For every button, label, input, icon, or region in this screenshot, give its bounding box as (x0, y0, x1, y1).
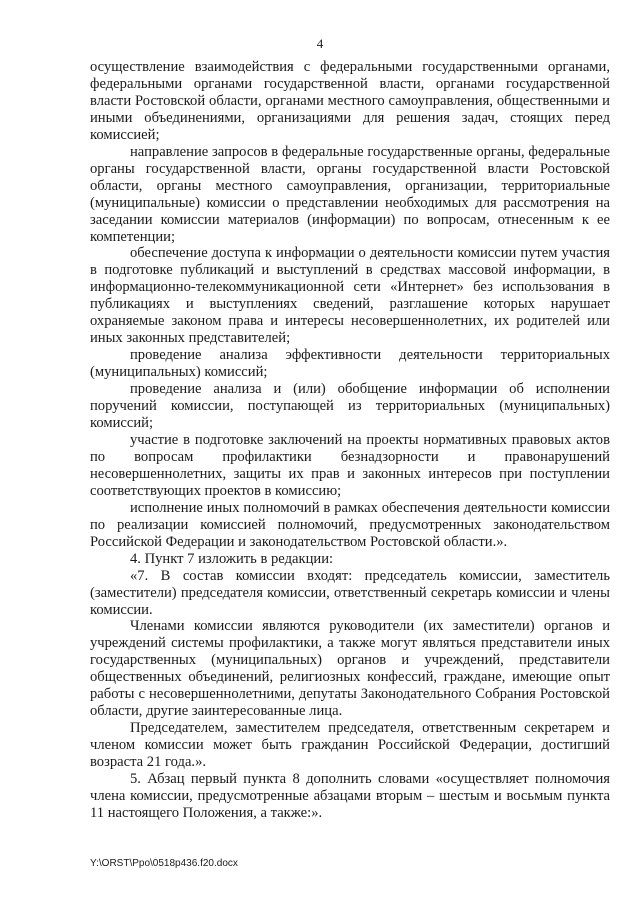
paragraph: 5. Абзац первый пункта 8 дополнить словами «осуществляет полномочия члена комиссии, предусмотренные абзацами вторым – шестым и восьмым пункта 11 настоящего Положения, а также:». (90, 771, 610, 821)
paragraph: 4. Пункт 7 изложить в редакции: (130, 550, 334, 567)
paragraph: обеспечение доступа к информации о деятельности комиссии путем участия в подготовке публикаций и выступлений в средствах массовой информации, в информационно-телекоммуникационной сети «Интернет» без использования в публикациях и выступлениях сведений, разглашение которых нарушает охраняемые законом права и интересы несовершеннолетних, их родителей или иных законных представителей; (90, 245, 610, 347)
paragraph: направление запросов в федеральные государственные органы, федеральные органы государственной власти, органы государственной власти Ростовской области, органы местного самоуправления, организации, территориальные (муниципальные) комиссии о представлении необходимых для рассмотрения на заседании комиссии материалов (информации) по вопросам, отнесенным к ее компетенции; (90, 143, 610, 245)
document-body (90, 59, 610, 822)
paragraph: «7. В состав комиссии входят: председатель комиссии, заместитель (заместители) председателя комиссии, ответственный секретарь комиссии и члены комиссии. (90, 567, 610, 618)
page-number: 4 (316, 36, 324, 51)
paragraph: Председателем, заместителем председателя, ответственным секретарем и членом комиссии может быть гражданин Российской Федерации, достигший возраста 21 года.». (90, 720, 610, 771)
paragraph: проведение анализа и (или) обобщение информации об исполнении поручений комиссии, поступающей из территориальных (муниципальных) комиссий; (90, 381, 610, 432)
paragraph: проведение анализа эффективности деятельности территориальных (муниципальных) комиссий; (90, 347, 610, 381)
paragraph: участие в подготовке заключений на проекты нормативных правовых актов по вопросам профилактики безнадзорности и правонарушений несовершеннолетних, защиты их прав и законных интересов при поступлении соответствующих проектов в комиссию; (90, 431, 610, 499)
paragraph: осуществление взаимодействия с федеральными государственными органами, федеральными органами государственной власти, органами государственной власти Ростовской области, органами местного самоуправления, общественными и иными объединениями, организациями для решения задач, стоящих перед комиссией; (90, 59, 610, 143)
paragraph: Членами комиссии являются руководители (их заместители) органов и учреждений системы профилактики, а также могут являться представители иных государственных (муниципальных) органов и учреждений, представители общественных объединений, религиозных конфессий, граждане, имеющие опыт работы с несовершеннолетними, депутаты Законодательного Собрания Ростовской области, другие заинтересованные лица. (90, 618, 610, 720)
footer-file-path: Y:\ORST\Ppo\0518p436.f20.docx (90, 858, 238, 869)
paragraph: исполнение иных полномочий в рамках обеспечения деятельности комиссии по реализации комиссией полномочий, предусмотренных законодательством Российской Федерации и законодательством Ростовской области.». (90, 499, 610, 550)
